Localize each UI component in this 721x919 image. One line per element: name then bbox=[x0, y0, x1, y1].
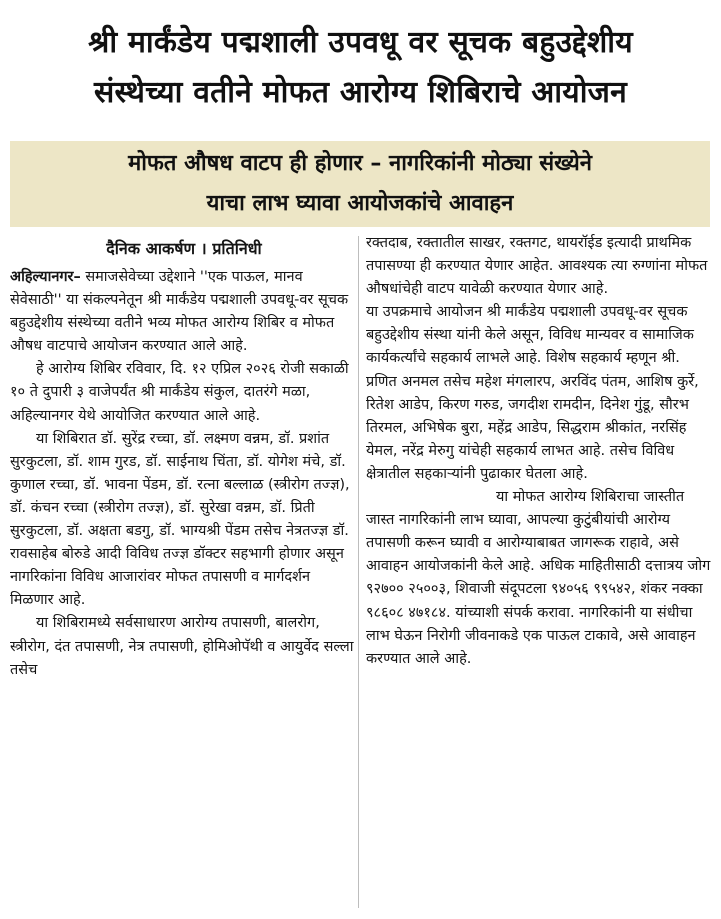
subheadline bbox=[10, 144, 710, 224]
paragraph-5: या उपक्रमाचे आयोजन श्री मार्कंडेय पद्मशाली उपवधू-वर सूचक बहुउद्देशीय संस्था यांनी केले असून, विविध मान्यवर व सामाजिक कार्यकर्त्यांचे सहकार्य लाभले आहे. विशेष सहकार्य म्हणून श्री. प्रणित अनमल तसेच महेश मंगलारप, अरविंद पंतम, आशिष कुर्रे, रितेश आडेप, किरण गरुड, जगदीश रामदीन, दिनेश गुंडू, सौरभ तिरमल, अभिषेक बुरा, महेंद्र आडेप, सिद्धराम श्रीकांत, नरसिंह येमल, नरेंद्र मेरुगु यांचेही सहकार्य लाभत आहे. तसेच विविध क्षेत्रातील सहकाऱ्यांनी पुढाकार घेतला आहे. bbox=[366, 304, 699, 482]
column-divider bbox=[358, 236, 359, 908]
article-column-left bbox=[10, 232, 358, 682]
paragraph-1-text: समाजसेवेच्या उद्देशाने ''एक पाऊल, मानव सेवेसाठी'' या संकल्पनेतून श्री मार्कंडेय पद्मशाली उपवधू-वर सूचक बहुउद्देशीय संस्थेच्या वतीने भव्य मोफत आरोग्य शिबिर व मोफत औषध वाटपाचे आयोजन करण्यात आले आहे. bbox=[10, 269, 349, 355]
headline-line-2: संस्थेच्या वतीने मोफत आरोग्य शिबिराचे आयोजन bbox=[94, 75, 627, 110]
dateline: अहिल्यानगर– bbox=[10, 269, 81, 285]
headline bbox=[0, 18, 721, 118]
subheadline-line-1: मोफत औषध वाटप ही होणार – नागरिकांनी मोठ्या संख्येने bbox=[128, 151, 592, 176]
byline: दैनिक आकर्षण । प्रतिनिधी bbox=[106, 239, 262, 258]
paragraph-6: या मोफत आरोग्य शिबिराचा जास्तीत जास्त नागरिकांनी लाभ घ्यावा, आपल्या कुटुंबीयांची आरोग्य तपासणी करून घ्यावी व आरोग्याबाबत जागरूक राहावे, असे आवाहन आयोजकांनी केले आहे. अधिक माहितीसाठी दत्तात्रय जोग ९२७०० २५००३, शिवाजी संदूपटला ९४०५६ ९९५४२, शंकर नक्का ९८६०८ ४७१८४. यांच्याशी संपर्क करावा. नागरिकांनी या संधीचा लाभ घेऊन निरोगी जीवनाकडे एक पाऊल टाकावे, असे आवाहन करण्यात आले आहे. bbox=[366, 489, 711, 667]
article-column-right bbox=[366, 232, 714, 671]
paragraph-3: या शिबिरात डॉ. सुरेंद्र रच्चा, डॉ. लक्ष्मण वन्नम, डॉ. प्रशांत सुरकुटला, डॉ. शाम गुरड, डॉ. साईनाथ चिंता, डॉ. योगेश मंचे, डॉ. कुणाल रच्चा, डॉ. भावना पेंडम, डॉ. रत्ना बल्लाळ (स्त्रीरोग तज्ज्ञ), डॉ. कंचन रच्चा (स्त्रीरोग तज्ज्ञ), डॉ. सुरेखा वन्नम, डॉ. प्रिती सुरकुटला, डॉ. अक्षता बडगु, डॉ. भाग्यश्री पेंडम तसेच नेत्रतज्ज्ञ डॉ. रावसाहेब बोरुडे आदी विविध तज्ज्ञ डॉक्टर सहभागी होणार असून नागरिकांना विविध आजारांवर मोफत तपासणी व मार्गदर्शन मिळणार आहे. bbox=[10, 430, 350, 609]
paragraph-4: या शिबिरामध्ये सर्वसाधारण आरोग्य तपासणी, बालरोग, स्त्रीरोग, दंत तपासणी, नेत्र तपासणी, होमिओपॅथी व आयुर्वेद सल्ला तसेच bbox=[10, 615, 354, 678]
headline-line-1: श्री मार्कंडेय पद्मशाली उपवधू वर सूचक बहुउद्देशीय bbox=[88, 25, 633, 60]
paragraph-4-continued: रक्तदाब, रक्तातील साखर, रक्तगट, थायरॉईड इत्यादी प्राथमिक तपासण्या ही करण्यात येणार आहेत. आवश्यक त्या रुग्णांना मोफत औषधांचेही वाटप यावेळी करण्यात येणार आहे. bbox=[366, 235, 708, 298]
paragraph-2: हे आरोग्य शिबिर रविवार, दि. १२ एप्रिल २०२६ रोजी सकाळी १० ते दुपारी ३ वाजेपर्यंत श्री मार्कंडेय संकुल, दातरंगे मळा, अहिल्यानगर येथे आयोजित करण्यात आले आहे. bbox=[10, 361, 349, 424]
subheadline-line-2: याचा लाभ घ्यावा आयोजकांचे आवाहन bbox=[206, 191, 514, 216]
paragraph-1 bbox=[10, 266, 358, 358]
